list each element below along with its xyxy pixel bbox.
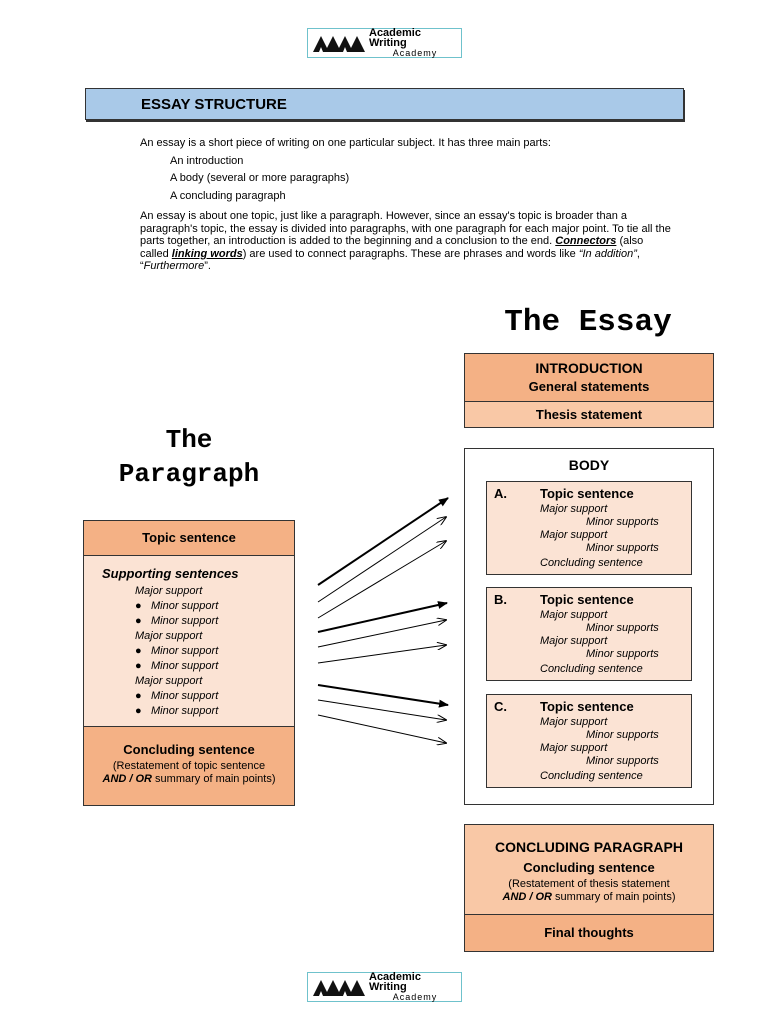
minor-support-text: Minor support — [151, 600, 219, 612]
concluding-paragraph-heading: CONCLUDING PARAGRAPH — [495, 839, 683, 855]
essay-introduction-box — [464, 353, 714, 402]
body-topic-sentence: Topic sentence — [540, 486, 634, 501]
minor-support — [135, 599, 218, 614]
paragraph-title — [83, 423, 295, 491]
minor-supports: Minor supports — [586, 755, 659, 767]
concluding-note — [84, 760, 294, 786]
arrow-support-to-a — [318, 517, 446, 602]
minor-support — [135, 704, 218, 719]
arrow-topic-to-c — [318, 685, 448, 705]
concluding-sentence: Concluding sentence — [540, 557, 643, 569]
essay-title: The Essay — [504, 305, 672, 340]
example-phrase: “In addition” — [578, 247, 637, 260]
support-list — [135, 584, 218, 719]
concluding-note-line1: (Restatement of topic sentence — [112, 760, 266, 772]
paragraph-letter: A. — [494, 486, 507, 501]
bullet-icon: ● — [135, 705, 142, 717]
intro-text — [140, 137, 675, 273]
paragraph-letter: C. — [494, 699, 507, 714]
connectors-term: Connectors — [555, 235, 617, 247]
concluding-heading: Concluding sentence — [123, 742, 255, 757]
general-statements: General statements — [528, 379, 650, 394]
logo-line1: Academic Writing — [369, 27, 421, 49]
body-paragraph-a — [486, 481, 692, 575]
logo-line2: Academy — [392, 48, 438, 58]
logo-top — [307, 28, 462, 58]
major-support: Major support — [540, 503, 608, 515]
minor-support — [135, 689, 218, 704]
logo-bottom — [307, 972, 462, 1002]
arrow-support-to-b — [318, 645, 446, 663]
minor-support-text: Minor support — [151, 690, 219, 702]
arrow-topic-to-a — [318, 498, 448, 585]
body-topic-sentence: Topic sentence — [540, 592, 634, 607]
bullet-icon: ● — [135, 645, 142, 657]
paragraph-letter: B. — [494, 592, 507, 607]
major-support: Major support — [540, 609, 608, 621]
concluding-sentence: Concluding sentence — [540, 770, 643, 782]
awa-logo-icon — [311, 976, 367, 998]
arrow-topic-to-b — [318, 603, 447, 632]
major-support: Major support — [135, 630, 203, 642]
intro-p2-text: , “ — [140, 247, 640, 272]
bullet-icon: ● — [135, 615, 142, 627]
example-phrase: Furthermore — [143, 260, 205, 272]
concluding-note-line2 — [84, 773, 294, 786]
part-item: A concluding paragraph — [170, 189, 286, 202]
paragraph-title-line2: Paragraph — [118, 459, 260, 489]
minor-support-text: Minor support — [151, 645, 219, 657]
minor-support — [135, 659, 218, 674]
awa-logo-icon — [311, 32, 367, 54]
concluding-note-line1: (Restatement of thesis statement — [508, 878, 670, 890]
intro-paragraph — [140, 210, 675, 273]
part-item: An introduction — [170, 154, 244, 167]
linking-words-term: linking words — [171, 247, 243, 260]
minor-support — [135, 644, 218, 659]
minor-supports: Minor supports — [586, 542, 659, 554]
concluding-paragraph-box — [464, 824, 714, 915]
major-support: Major support — [540, 529, 608, 541]
major-support: Major support — [135, 675, 203, 687]
arrow-support-to-a — [318, 541, 446, 618]
bullet-icon: ● — [135, 660, 142, 672]
major-support: Major support — [540, 635, 608, 647]
concluding-sentence: Concluding sentence — [540, 663, 643, 675]
body-topic-sentence: Topic sentence — [540, 699, 634, 714]
minor-supports: Minor supports — [586, 516, 659, 528]
minor-support-text: Minor support — [151, 660, 219, 672]
bullet-icon: ● — [135, 600, 142, 612]
essay-body-box — [464, 448, 714, 805]
section-header — [85, 88, 684, 120]
thesis-statement-box: Thesis statement — [464, 401, 714, 428]
minor-supports: Minor supports — [586, 622, 659, 634]
arrow-support-to-c — [318, 715, 446, 743]
logo-line1: Academic Writing — [369, 971, 421, 993]
minor-support-text: Minor support — [151, 705, 219, 717]
concluding-sentence-heading: Concluding sentence — [523, 860, 655, 875]
final-thoughts-box: Final thoughts — [464, 914, 714, 952]
arrow-support-to-c — [318, 700, 446, 720]
bullet-icon: ● — [135, 690, 142, 702]
body-paragraph-c — [486, 694, 692, 788]
paragraph-support-box — [83, 555, 295, 727]
concluding-note-rest: summary of main points) — [552, 891, 676, 903]
minor-support — [135, 614, 218, 629]
minor-supports: Minor supports — [586, 729, 659, 741]
body-paragraph-b — [486, 587, 692, 681]
paragraph-concluding-box — [83, 726, 295, 806]
major-support: Major support — [135, 585, 203, 597]
intro-p2-text: ”. — [204, 260, 211, 272]
part-item: A body (several or more paragraphs) — [170, 172, 350, 184]
section-title: ESSAY STRUCTURE — [141, 96, 287, 113]
intro-p2-text: An essay is about one topic, just like a paragraph. However, since an essay's topic is broader than a paragraph's topic, the essay is divided into paragraphs, with one paragraph for each major point. To tie all the parts together, an introduction is added to the beginning and a conclusion to the end. — [140, 210, 671, 247]
concluding-note-line2 — [465, 891, 713, 904]
intro-p2-text: (also called — [140, 235, 644, 260]
intro-p2-text: ) are used to connect paragraphs. These are phrases and words like — [242, 247, 579, 260]
and-or-text: AND / OR — [502, 891, 552, 903]
arrow-support-to-b — [318, 620, 446, 647]
major-support: Major support — [540, 742, 608, 754]
logo-line2: Academy — [392, 992, 438, 1002]
body-heading: BODY — [568, 457, 610, 473]
concluding-note-rest: summary of main points) — [152, 773, 276, 785]
introduction-heading: INTRODUCTION — [535, 360, 643, 376]
and-or-text: AND / OR — [102, 773, 152, 785]
major-support: Major support — [540, 716, 608, 728]
paragraph-topic-box: Topic sentence — [83, 520, 295, 556]
intro-lead: An essay is a short piece of writing on one particular subject. It has three main parts: — [140, 137, 551, 149]
supporting-heading: Supporting sentences — [102, 566, 239, 581]
minor-support-text: Minor support — [151, 615, 219, 627]
paragraph-title-line1: The — [165, 425, 213, 455]
concluding-note — [465, 878, 713, 904]
minor-supports: Minor supports — [586, 648, 659, 660]
